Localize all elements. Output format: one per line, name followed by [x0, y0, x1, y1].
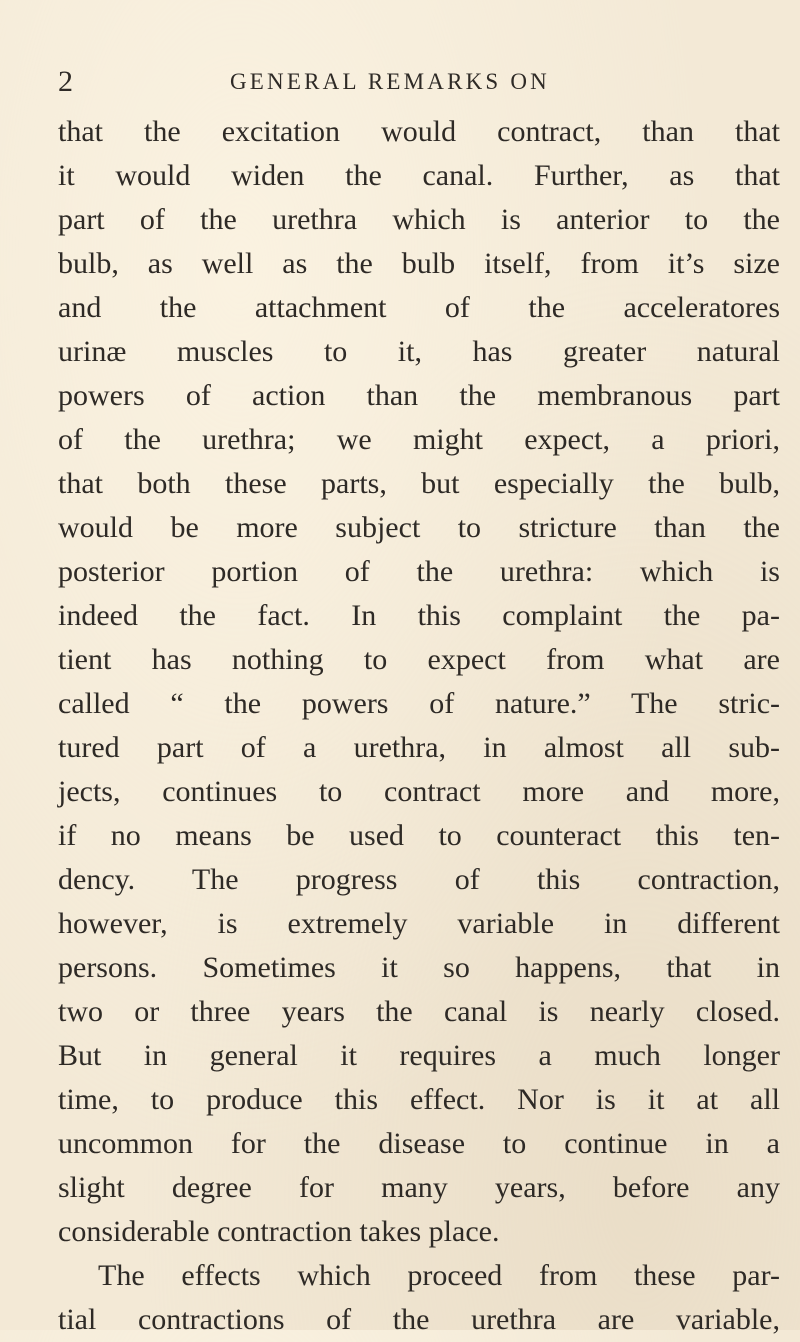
text-line: tial contractions of the urethra are variable, [58, 1303, 780, 1336]
text-line: uncommon for the disease to continue in a [58, 1127, 780, 1160]
text-line: The effects which proceed from these par- [98, 1259, 780, 1292]
text-line: bulb, as well as the bulb itself, from it’s size [58, 247, 780, 280]
text-line: of the urethra; we might expect, a priori, [58, 423, 780, 456]
text-line: would be more subject to stricture than the [58, 511, 780, 544]
text-line: time, to produce this effect. Nor is it at all [58, 1083, 780, 1116]
text-line: that the excitation would contract, than that [58, 115, 780, 148]
text-line: dency. The progress of this contraction, [58, 863, 780, 896]
text-line: part of the urethra which is anterior to the [58, 203, 780, 236]
text-line: called “ the powers of nature.” The stric- [58, 687, 780, 720]
text-line: tured part of a urethra, in almost all sub- [58, 731, 780, 764]
text-line: slight degree for many years, before any [58, 1171, 780, 1204]
text-line: indeed the fact. In this complaint the pa- [58, 599, 780, 632]
text-line: considerable contraction takes place. [58, 1215, 500, 1248]
running-title: GENERAL REMARKS ON [230, 69, 550, 94]
text-line: and the attachment of the acceleratores [58, 291, 780, 324]
text-line: that both these parts, but especially the bulb, [58, 467, 780, 500]
running-head [58, 62, 758, 102]
text-line: tient has nothing to expect from what are [58, 643, 780, 676]
text-line: however, is extremely variable in different [58, 907, 780, 940]
text-line: if no means be used to counteract this ten- [58, 819, 780, 852]
text-line: jects, continues to contract more and more, [58, 775, 780, 808]
text-line: persons. Sometimes it so happens, that in [58, 951, 780, 984]
text-line: urinæ muscles to it, has greater natural [58, 335, 780, 368]
text-line: But in general it requires a much longer [58, 1039, 780, 1072]
text-line: it would widen the canal. Further, as that [58, 159, 780, 192]
text-line: posterior portion of the urethra: which is [58, 555, 780, 588]
text-line: powers of action than the membranous part [58, 379, 780, 412]
page-number: 2 [58, 65, 74, 98]
text-line: two or three years the canal is nearly closed. [58, 995, 780, 1028]
